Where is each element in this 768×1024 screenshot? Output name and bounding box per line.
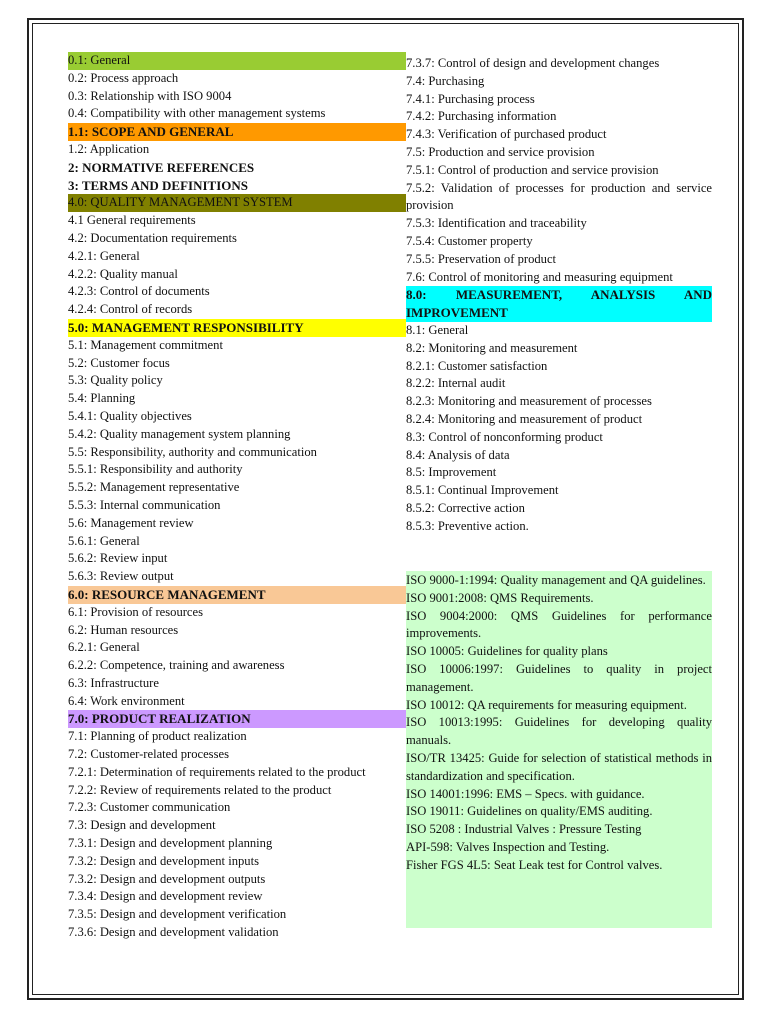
toc-entry: 8.5: Improvement: [406, 465, 497, 480]
toc-left-column: [68, 52, 406, 942]
section-heading: 7.0: PRODUCT REALIZATION: [68, 710, 406, 728]
toc-entry: 7.2.3: Customer communication: [68, 800, 231, 815]
toc-entry: 6.4: Work environment: [68, 693, 185, 708]
toc-entry: 1.2: Application: [68, 141, 150, 156]
toc-entry: 8.2.1: Customer satisfaction: [406, 358, 548, 373]
toc-entry: 5.4.2: Quality management system planning: [68, 426, 291, 441]
toc-entry: 6.1: Provision of resources: [68, 604, 204, 619]
toc-entry: 8.4: Analysis of data: [406, 447, 510, 462]
toc-entry: 0.4: Compatibility with other management systems: [68, 106, 326, 121]
toc-entry: 0.3: Relationship with ISO 9004: [68, 88, 232, 103]
toc-entry: 6.3: Infrastructure: [68, 675, 159, 690]
iso-standard-entry: ISO 10006:1997: Guidelines to quality in project management.: [406, 661, 712, 694]
iso-standard-entry: ISO 10005: Guidelines for quality plans: [406, 644, 608, 659]
toc-entry: 8.1: General: [406, 322, 469, 337]
toc-entry: 7.3.7: Control of design and development changes: [406, 56, 660, 70]
iso-standards-list: [406, 571, 712, 875]
section-heading: 1.1: SCOPE AND GENERAL: [68, 123, 406, 141]
toc-entry: 8.5.2: Corrective action: [406, 500, 525, 515]
toc-entry: 4.2.2: Quality manual: [68, 266, 178, 281]
iso-standard-entry: ISO 9001:2008: QMS Requirements.: [406, 590, 594, 605]
iso-standard-entry: ISO 9000-1:1994: Quality management and QA guidelines.: [406, 573, 706, 587]
toc-entry: 7.5.4: Customer property: [406, 233, 533, 248]
iso-standard-entry: ISO 5208 : Industrial Valves : Pressure Testing: [406, 822, 642, 837]
toc-entry: 7.4: Purchasing: [406, 73, 485, 88]
toc-entry: 7.3.2: Design and development outputs: [68, 871, 266, 886]
toc-entry: 7.2.1: Determination of requirements related to the product: [68, 764, 366, 779]
section-heading: 6.0: RESOURCE MANAGEMENT: [68, 586, 406, 604]
toc-entry: 7.3.2: Design and development inputs: [68, 853, 259, 868]
iso-standard-entry: ISO 10013:1995: Guidelines for developing quality manuals.: [406, 715, 712, 748]
toc-entry: 4.2.3: Control of documents: [68, 284, 210, 299]
toc-entry: 4.2: Documentation requirements: [68, 230, 237, 245]
toc-entry: 7.4.2: Purchasing information: [406, 109, 557, 124]
toc-entry: 7.2.2: Review of requirements related to the product: [68, 782, 332, 797]
toc-right-column: [406, 55, 712, 536]
toc-entry: 8.2: Monitoring and measurement: [406, 340, 578, 355]
toc-entry: 7.3: Design and development: [68, 818, 216, 833]
toc-entry: 7.3.1: Design and development planning: [68, 836, 273, 851]
toc-entry: 8.2.4: Monitoring and measurement of product: [406, 411, 643, 426]
toc-entry: 0.1: General: [68, 52, 406, 70]
toc-entry: 7.5.3: Identification and traceability: [406, 216, 587, 231]
iso-standard-entry: ISO/TR 13425: Guide for selection of statistical methods in standardization and specification.: [406, 750, 712, 783]
toc-entry: 5.6.2: Review input: [68, 551, 168, 566]
toc-entry: 5.5: Responsibility, authority and communication: [68, 444, 317, 459]
toc-entry: 8.2.3: Monitoring and measurement of processes: [406, 394, 652, 409]
toc-entry: 5.5.1: Responsibility and authority: [68, 462, 243, 477]
toc-entry: 8.5.3: Preventive action.: [406, 518, 529, 533]
toc-entry: 7.4.1: Purchasing process: [406, 91, 535, 106]
iso-standard-entry: ISO 10012: QA requirements for measuring equipment.: [406, 697, 687, 712]
toc-entry: 7.4.3: Verification of purchased product: [406, 127, 607, 142]
iso-standard-entry: Fisher FGS 4L5: Seat Leak test for Control valves.: [406, 857, 663, 872]
toc-entry: 5.5.2: Management representative: [68, 480, 240, 495]
toc-entry: 8.5.1: Continual Improvement: [406, 483, 559, 498]
section-heading: 5.0: MANAGEMENT RESPONSIBILITY: [68, 319, 406, 337]
toc-entry: 8.2.2: Internal audit: [406, 376, 506, 391]
toc-entry: 6.2.2: Competence, training and awareness: [68, 658, 285, 673]
toc-entry: 8.3: Control of nonconforming product: [406, 429, 603, 444]
toc-entry: 5.6: Management review: [68, 515, 194, 530]
toc-entry: 5.6.1: General: [68, 533, 140, 548]
iso-standard-entry: ISO 9004:2000: QMS Guidelines for performance improvements.: [406, 608, 712, 641]
toc-entry: 7.6: Control of monitoring and measuring equipment: [406, 269, 673, 284]
toc-entry: 5.2: Customer focus: [68, 355, 170, 370]
toc-entry: 5.4.1: Quality objectives: [68, 408, 192, 423]
section-heading: 2: NORMATIVE REFERENCES: [68, 159, 255, 175]
toc-entry: 4.1 General requirements: [68, 213, 196, 228]
toc-entry: 4.2.4: Control of records: [68, 302, 193, 317]
toc-entry: 7.3.4: Design and development review: [68, 889, 263, 904]
toc-entry: 5.3: Quality policy: [68, 373, 163, 388]
toc-entry: 4.0: QUALITY MANAGEMENT SYSTEM: [68, 194, 406, 212]
iso-standard-entry: ISO 19011: Guidelines on quality/EMS auditing.: [406, 804, 653, 819]
toc-entry: 7.3.5: Design and development verification: [68, 907, 287, 922]
toc-entry: 6.2: Human resources: [68, 622, 179, 637]
toc-entry: 7.5.2: Validation of processes for production and service provision: [406, 180, 712, 213]
toc-entry: 5.4: Planning: [68, 391, 136, 406]
toc-entry: 5.5.3: Internal communication: [68, 497, 221, 512]
iso-standard-entry: ISO 14001:1996: EMS – Specs. with guidance.: [406, 786, 645, 801]
toc-entry: 7.5.1: Control of production and service provision: [406, 162, 659, 177]
section-heading: 8.0: MEASUREMENT, ANALYSIS AND IMPROVEMENT: [406, 287, 712, 321]
toc-entry: 7.5: Production and service provision: [406, 144, 595, 159]
toc-entry: 6.2.1: General: [68, 640, 140, 655]
toc-entry: 5.6.3: Review output: [68, 569, 174, 584]
toc-entry: 7.3.6: Design and development validation: [68, 925, 279, 940]
toc-entry: 4.2.1: General: [68, 248, 140, 263]
toc-entry: 7.1: Planning of product realization: [68, 729, 247, 744]
iso-standard-entry: API-598: Valves Inspection and Testing.: [406, 839, 610, 854]
toc-entry: 0.2: Process approach: [68, 70, 179, 85]
iso-standards-box: [406, 571, 712, 928]
toc-entry: 7.2: Customer-related processes: [68, 747, 229, 762]
toc-entry: 7.5.5: Preservation of product: [406, 251, 557, 266]
toc-entry: 5.1: Management commitment: [68, 337, 223, 352]
section-heading: 3: TERMS AND DEFINITIONS: [68, 177, 248, 193]
